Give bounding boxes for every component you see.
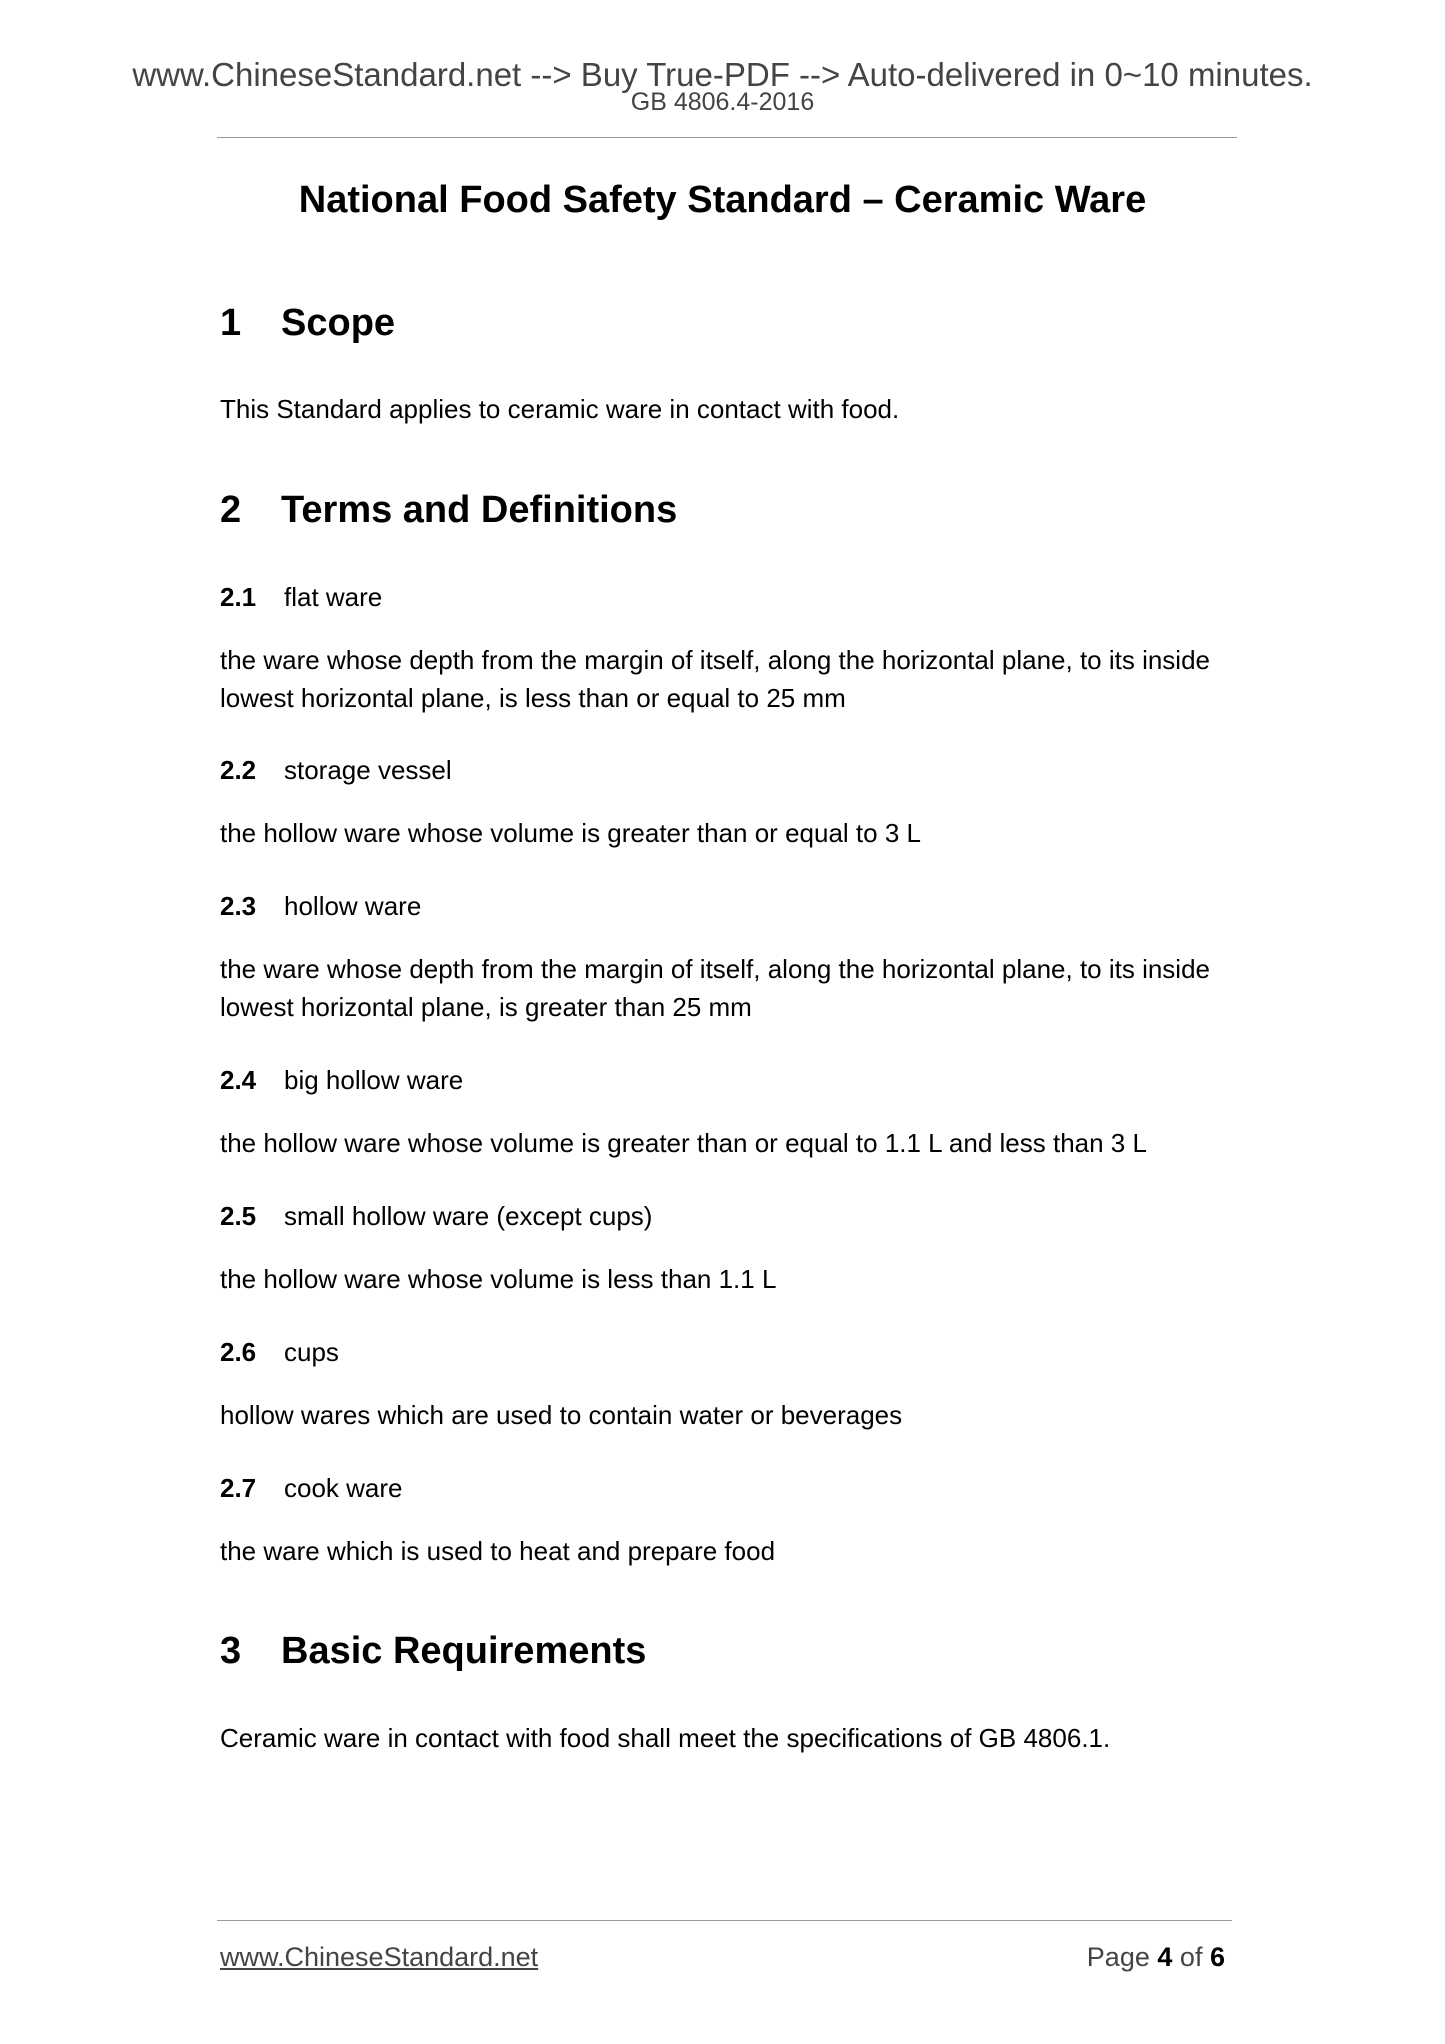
- term-heading-2-7: [220, 1475, 403, 1501]
- term-name: cook ware: [284, 1473, 403, 1503]
- term-number: 2.7: [220, 1473, 257, 1503]
- section-title: Terms and Definitions: [281, 489, 678, 531]
- term-definition: the ware whose depth from the margin of itself, along the horizontal plane, to its inside lowest horizontal plane, is less than or equal to 25 mm: [220, 645, 1211, 713]
- term-definition: the ware which is used to heat and prepare food: [220, 1536, 776, 1566]
- term-definition: the hollow ware whose volume is less than 1.1 L: [220, 1264, 777, 1294]
- section-number: 3: [220, 1630, 242, 1672]
- term-name: small hollow ware (except cups): [284, 1201, 653, 1231]
- term-heading-2-1: [220, 584, 382, 610]
- page-number: [1087, 1944, 1225, 1971]
- header-rule: [217, 137, 1237, 138]
- page-prefix: Page: [1086, 1942, 1150, 1972]
- term-heading-2-4: [220, 1067, 463, 1093]
- term-number: 2.6: [220, 1337, 257, 1367]
- term-heading-2-2: [220, 757, 452, 783]
- scope-text: This Standard applies to ceramic ware in contact with food.: [220, 394, 900, 424]
- footer-website-link[interactable]: www.ChineseStandard.net: [220, 1942, 539, 1972]
- term-number: 2.5: [220, 1201, 257, 1231]
- section-number: 1: [220, 302, 242, 344]
- page-of: of: [1179, 1942, 1203, 1972]
- term-name: hollow ware: [284, 891, 422, 921]
- section-number: 2: [220, 489, 242, 531]
- term-heading-2-3: [220, 893, 421, 919]
- term-heading-2-6: [220, 1339, 339, 1365]
- basic-requirements-text: Ceramic ware in contact with food shall meet the specifications of GB 4806.1.: [220, 1723, 1111, 1753]
- page-total: 6: [1209, 1942, 1225, 1972]
- term-name: flat ware: [284, 582, 383, 612]
- footer-rule: [217, 1920, 1232, 1921]
- section-title: Basic Requirements: [281, 1630, 647, 1672]
- term-name: cups: [284, 1337, 339, 1367]
- section-heading-terms: [220, 491, 677, 529]
- document-code: GB 4806.4-2016: [630, 88, 815, 116]
- term-heading-2-5: [220, 1203, 652, 1229]
- term-name: big hollow ware: [284, 1065, 464, 1095]
- term-definition: the hollow ware whose volume is greater than or equal to 3 L: [220, 818, 921, 848]
- page-current: 4: [1157, 1942, 1173, 1972]
- header-banner: www.ChineseStandard.net --> Buy True-PDF --> Auto-delivered in 0~10 minutes.: [132, 56, 1313, 93]
- term-number: 2.1: [220, 582, 257, 612]
- term-number: 2.4: [220, 1065, 257, 1095]
- term-number: 2.2: [220, 755, 257, 785]
- term-definition: the hollow ware whose volume is greater than or equal to 1.1 L and less than 3 L: [220, 1128, 1147, 1158]
- term-name: storage vessel: [284, 755, 452, 785]
- page-title: National Food Safety Standard – Ceramic Ware: [298, 179, 1147, 221]
- term-number: 2.3: [220, 891, 257, 921]
- term-definition: the ware whose depth from the margin of itself, along the horizontal plane, to its inside lowest horizontal plane, is greater than 25 mm: [220, 954, 1211, 1022]
- section-heading-basic-requirements: [220, 1632, 646, 1670]
- term-definition: hollow wares which are used to contain water or beverages: [220, 1400, 903, 1430]
- section-title: Scope: [281, 302, 396, 344]
- section-heading-scope: [220, 304, 395, 342]
